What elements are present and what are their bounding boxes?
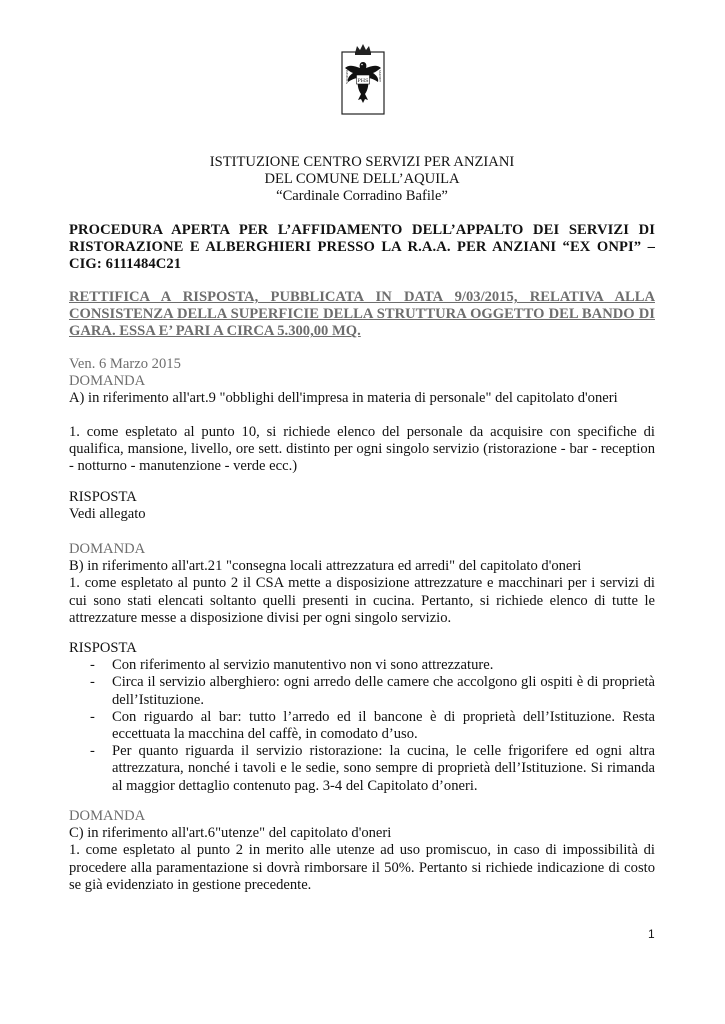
section-a-answer-label: RISPOSTA — [69, 489, 137, 505]
list-item: - Con riguardo al bar: tutto l’arredo ed il bancone è di proprietà dell’Istituzione. Resta eccettuata la macchina del caffè, in comodato d’uso. — [90, 708, 655, 743]
section-b-answer-label: RISPOSTA — [69, 640, 137, 656]
section-c — [69, 808, 655, 894]
section-c-label: DOMANDA — [69, 808, 146, 824]
dash-bullet: - — [90, 657, 95, 674]
dash-bullet: - — [90, 708, 95, 725]
section-b — [69, 541, 655, 627]
crest-monogram: PHS — [357, 78, 369, 84]
section-a-detail: 1. come espletato al punto 10, si richiede elenco del personale da acquisire con specifiche di qualifica, mansione, livello, ore sett. distinto per ogni singolo servizio (ristorazione - bar - reception - notturno - manutenzione - verde ecc.) — [69, 424, 655, 475]
section-b-detail: 1. come espletato al punto 2 il CSA mette a disposizione attrezzature e macchinari per i servizi di cui sono stati elencati soltanto quelli presenti in cucina. Pertanto, si richiede elenco di tutte le attrezzature messe a disposizione divisi per ogni singolo servizio. — [69, 575, 655, 626]
section-c-question: C) in riferimento all'art.6"utenze" del capitolato d'oneri — [69, 825, 392, 842]
header-line-3: “Cardinale Corradino Bafile” — [276, 188, 448, 205]
list-item: - Per quanto riguarda il servizio ristorazione: la cucina, le celle frigorifere ed ogni altra attrezzatura, nonché i tavoli e le sedie, sono sempre di proprietà dell’Istituzione. Si rimanda al maggior dettaglio contenuto pag. 3-4 del Capitolato d’oneri. — [90, 743, 655, 794]
section-b-label: DOMANDA — [69, 541, 146, 557]
section-b-answer-list — [69, 657, 655, 795]
crest-motto-right: MANET — [378, 70, 382, 83]
institution-header — [69, 154, 655, 206]
list-item: - Con riferimento al servizio manutentivo non vi sono attrezzature. — [90, 657, 494, 674]
header-line-2: DEL COMUNE DELL’AQUILA — [264, 171, 460, 188]
eagle-crest-logo — [341, 42, 385, 116]
dash-bullet: - — [90, 743, 95, 760]
page-number: 1 — [648, 927, 655, 941]
section-a-label: DOMANDA — [69, 373, 146, 390]
section-b-answer — [69, 640, 655, 795]
crest-motto-left: IMMOTA — [345, 70, 349, 84]
section-c-detail: 1. come espletato al punto 2 in merito alle utenze ad uso promiscuo, in caso di impossibilità di procedere alla paramentazione si dovrà rimborsare il 50%. Pertanto si richiede indicazione di costo se già evidenziato in gestione precedente. — [69, 842, 655, 893]
section-a-date: Ven. 6 Marzo 2015 — [69, 356, 181, 372]
section-b-question: B) in riferimento all'art.21 "consegna locali attrezzatura ed arredi" del capitolato d'oneri — [69, 558, 582, 575]
list-item: - Circa il servizio alberghiero: ogni arredo delle camere che accolgono gli ospiti è di proprietà dell’Istituzione. — [90, 674, 655, 708]
section-a-answer — [69, 489, 655, 523]
dash-bullet: - — [90, 674, 95, 691]
rettifica-notice: RETTIFICA A RISPOSTA, PUBBLICATA IN DATA 9/03/2015, RELATIVA ALLA CONSISTENZA DELLA SUPERFICIE DELLA STRUTTURA OGGETTO DEL BANDO DI GARA. ESSA E’ PARI A CIRCA 5.300,00 MQ. — [69, 289, 655, 340]
section-a — [69, 356, 655, 408]
section-a-question: A) in riferimento all'art.9 "obblighi dell'impresa in materia di personale" del capitolato d'oneri — [69, 390, 618, 407]
header-line-1: ISTITUZIONE CENTRO SERVIZI PER ANZIANI — [209, 154, 515, 170]
procedure-title: PROCEDURA APERTA PER L’AFFIDAMENTO DELL’APPALTO DEI SERVIZI DI RISTORAZIONE E ALBERGHIERI PRESSO LA R.A.A. PER ANZIANI “EX ONPI” – CIG: 6111484C21 — [69, 222, 655, 273]
section-a-answer-text: Vedi allegato — [69, 506, 146, 523]
